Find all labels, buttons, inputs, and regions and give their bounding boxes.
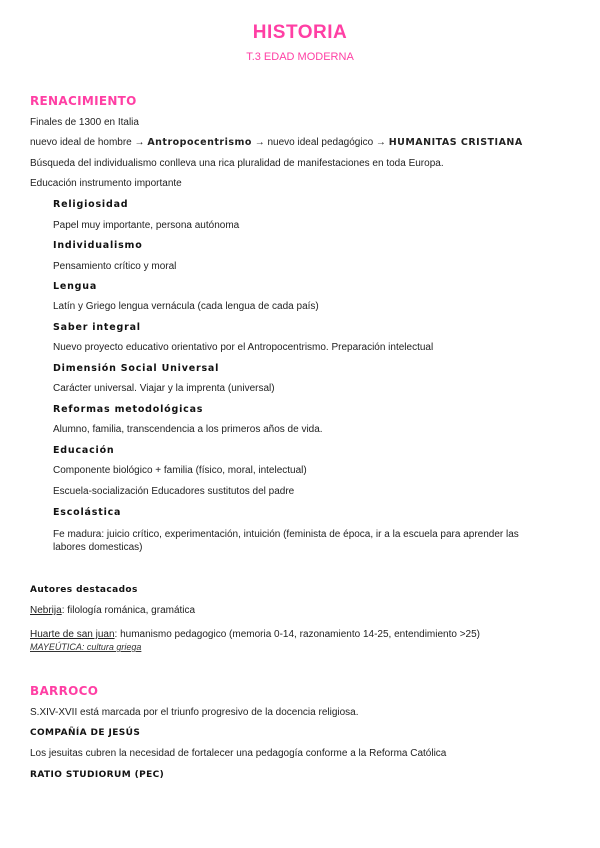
item-text: Pensamiento crítico y moral: [53, 261, 177, 272]
author-nebrija: [30, 605, 195, 616]
item-title: Dimensión Social Universal: [53, 363, 220, 374]
page-title: HISTORIA: [252, 22, 348, 43]
author-huarte: [30, 629, 480, 640]
subheading: RATIO STUDIORUM (PEC): [30, 770, 165, 780]
item-text: Fe madura: juicio crítico, experimentación, intuición (feminista de época, ir a la escuela para aprender las labores domesticas): [53, 529, 519, 553]
text-line-ideals: [30, 137, 523, 148]
item-title: Escolástica: [53, 507, 122, 518]
section-heading-renacimiento: RENACIMIENTO: [30, 94, 137, 108]
item-title: Reformas metodológicas: [53, 404, 204, 415]
bold-term: Antropocentrismo: [147, 137, 252, 148]
author-name: Huarte de san juan: [30, 629, 115, 640]
author-name: Nebrija: [30, 605, 62, 616]
item-title: Religiosidad: [53, 199, 129, 210]
subheading: COMPAÑÍA DE JESÚS: [30, 728, 141, 738]
item-text: Alumno, familia, transcendencia a los primeros años de vida.: [53, 424, 323, 435]
author-desc: : filología románica, gramática: [61, 605, 196, 616]
item-text: Componente biológico + familia (físico, moral, intelectual): [53, 465, 307, 476]
text-line: Búsqueda del individualismo conlleva una rica pluralidad de manifestaciones en toda Europa.: [30, 158, 444, 169]
page-subtitle: T.3 EDAD MODERNA: [246, 51, 354, 63]
text-line: Los jesuitas cubren la necesidad de fortalecer una pedagogía conforme a la Reforma Católica: [30, 748, 447, 759]
section-heading-barroco: BARROCO: [30, 684, 99, 698]
item-text: Papel muy importante, persona autónoma: [53, 220, 240, 231]
text-fragment: → nuevo ideal pedagógico →: [254, 137, 386, 148]
item-title: Saber integral: [53, 322, 141, 333]
bold-term: HUMANITAS CRISTIANA: [388, 137, 523, 148]
author-desc: : humanismo pedagogico (memoria 0-14, razonamiento 14-25, entendimiento >25): [114, 629, 481, 640]
item-title: Individualismo: [53, 240, 143, 251]
item-text: Latín y Griego lengua vernácula (cada lengua de cada país): [53, 301, 319, 312]
item-text: Carácter universal. Viajar y la imprenta (universal): [53, 383, 275, 394]
text-line: Finales de 1300 en Italia: [30, 117, 139, 128]
authors-heading: Autores destacados: [30, 585, 138, 595]
item-text: Escuela-socialización Educadores sustitutos del padre: [53, 486, 295, 497]
text-line: Educación instrumento importante: [30, 178, 182, 189]
text-fragment: nuevo ideal de hombre →: [30, 137, 145, 148]
text-line: S.XIV-XVII está marcada por el triunfo progresivo de la docencia religiosa.: [30, 707, 359, 718]
item-text: Nuevo proyecto educativo orientativo por el Antropocentrismo. Preparación intelectual: [53, 342, 434, 353]
item-title: Lengua: [53, 281, 98, 292]
author-note: MAYEÚTICA: cultura griega: [30, 642, 142, 652]
item-title: Educación: [53, 445, 115, 456]
